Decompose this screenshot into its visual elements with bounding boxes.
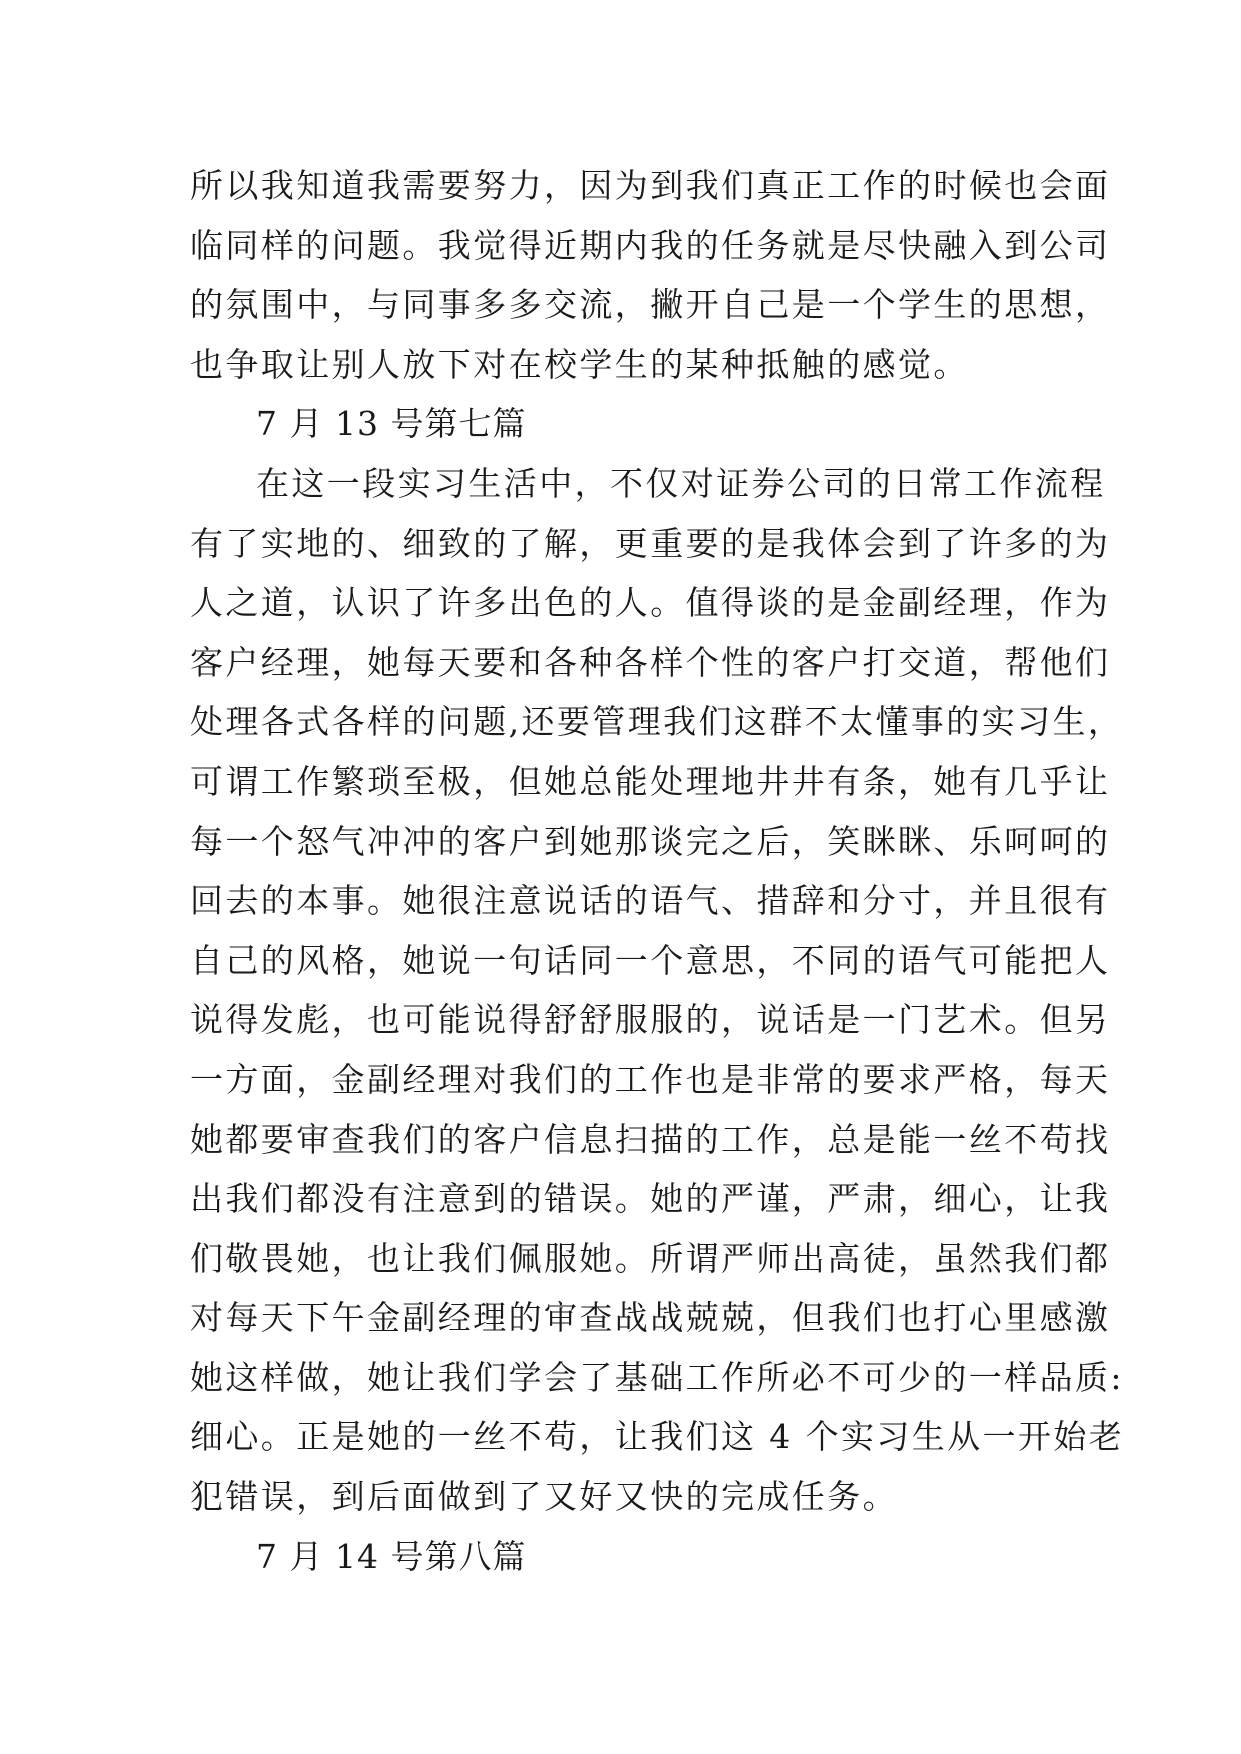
- paragraph-line: 人之道，认识了许多出色的人。值得谈的是金副经理，作为: [190, 583, 1111, 623]
- paragraph-line: 每一个怒气冲冲的客户到她那谈完之后，笑眯眯、乐呵呵的: [190, 821, 1111, 861]
- paragraph-line: 有了实地的、细致的了解，更重要的是我体会到了许多的为: [190, 523, 1111, 563]
- paragraph-line: 也争取让别人放下对在校学生的某种抵触的感觉。: [190, 344, 969, 384]
- paragraph-line: 她这样做，她让我们学会了基础工作所必不可少的一样品质:: [190, 1357, 1124, 1397]
- paragraph-line: 客户经理，她每天要和各种各样个性的客户打交道，帮他们: [190, 642, 1111, 682]
- paragraph-line: 临同样的问题。我觉得近期内我的任务就是尽快融入到公司: [190, 225, 1111, 265]
- paragraph-line: 回去的本事。她很注意说话的语气、措辞和分寸，并且很有: [190, 881, 1111, 921]
- paragraph-line: 说得发彪，也可能说得舒舒服服的，说话是一门艺术。但另: [190, 1000, 1111, 1040]
- section-heading-7: 7 月 13 号第七篇: [256, 404, 527, 444]
- paragraph-line: 所以我知道我需要努力，因为到我们真正工作的时候也会面: [190, 166, 1111, 205]
- paragraph-line: 对每天下午金副经理的审查战战兢兢，但我们也打心里感激: [190, 1298, 1111, 1338]
- paragraph-line: 细心。正是她的一丝不苟，让我们这 4 个实习生从一开始老: [190, 1417, 1125, 1457]
- paragraph-line: 她都要审查我们的客户信息扫描的工作，总是能一丝不苟找: [190, 1119, 1111, 1159]
- paragraph-line: 出我们都没有注意到的错误。她的严谨，严肃，细心，让我: [190, 1179, 1111, 1219]
- paragraph-line: 处理各式各样的问题,还要管理我们这群不太懂事的实习生，: [190, 702, 1124, 742]
- paragraph-line: 自己的风格，她说一句话同一个意思，不同的语气可能把人: [190, 940, 1111, 980]
- paragraph-line: 的氛围中，与同事多多交流，撇开自己是一个学生的思想，: [190, 285, 1111, 325]
- document-body: [190, 156, 1125, 1586]
- paragraph-line: 犯错误，到后面做到了又好又快的完成任务。: [190, 1477, 898, 1517]
- section-heading-8: 7 月 14 号第八篇: [256, 1536, 527, 1576]
- paragraph-line: 一方面，金副经理对我们的工作也是非常的要求严格，每天: [190, 1059, 1111, 1099]
- paragraph-line: 们敬畏她，也让我们佩服她。所谓严师出高徒，虽然我们都: [190, 1238, 1111, 1278]
- paragraph-line: 可谓工作繁琐至极，但她总能处理地井井有条，她有几乎让: [190, 761, 1111, 801]
- paragraph-line: 在这一段实习生活中，不仅对证券公司的日常工作流程: [256, 463, 1106, 503]
